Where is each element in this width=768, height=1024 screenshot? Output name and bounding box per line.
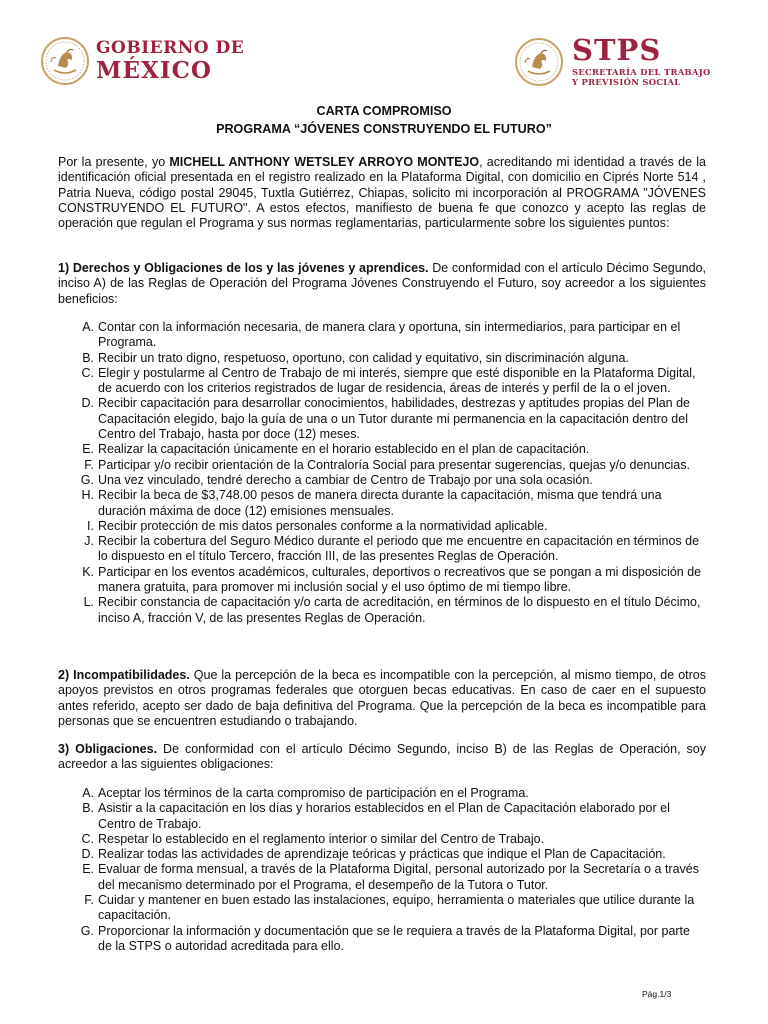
intro-post: , acreditando mi identidad a través de la identificación oficial presentada en el registro realizado en la Plataforma Digital, con domicilio en Ciprés Norte 514 , Patria Nueva, código postal 29045, Tuxtla Gutiérrez, Chiapas, solicito mi incorporación al PROGRAMA "JÓVENES CONSTRUYENDO EL FUTURO". A estos efectos, manifiesto de buena fe que conozco y acepto las reglas de operación que regulan el Programa y sus normas reglamentarias, particularmente sobre los siguientes puntos: [58, 155, 706, 231]
list-item [78, 565, 706, 596]
list-marker: F. [84, 457, 94, 472]
list-item [78, 924, 706, 955]
list-item-text: Evaluar de forma mensual, a través de la Plataforma Digital, personal autorizado por la Secretaría o a través del mecanismo determinado por el Programa, el desempeño de la Tutora o Tutor. [98, 862, 700, 892]
section-3-text: De conformidad con el artículo Décimo Segundo, inciso B) de las Reglas de Operación, soy acreedor a las siguientes obligaciones: [58, 742, 706, 772]
list-marker: B. [82, 350, 94, 365]
list-item [78, 458, 706, 473]
section-1-heading: 1) Derechos y Obligaciones de los y las jóvenes y aprendices. [58, 261, 429, 275]
list-marker: D. [81, 396, 94, 411]
list-marker: A. [82, 320, 94, 334]
list-item [78, 488, 706, 519]
list-marker: G. [80, 923, 94, 938]
list-item-text: Recibir protección de mis datos personales conforme a la normatividad aplicable. [98, 518, 548, 533]
document-title: CARTA COMPROMISO [316, 104, 452, 118]
list-item [78, 351, 706, 366]
section-1-text: De conformidad con el artículo Décimo Segundo, inciso A) de las Reglas de Operación del Programa Jóvenes Construyendo el Futuro, soy acreedor a los siguientes beneficios: [58, 261, 706, 306]
list-item-text: Recibir constancia de capacitación y/o carta de acreditación, en términos de lo dispuesto en el título Décimo, inciso A, fracción V, de las presentes Reglas de Operación. [98, 595, 701, 625]
list-marker: B. [82, 801, 94, 816]
section-2-heading: 2) Incompatibilidades. [58, 668, 190, 682]
list-item [78, 847, 706, 862]
stps-name-line-2: Y PREVISIÓN SOCIAL [572, 76, 681, 87]
list-item [78, 595, 706, 626]
list-item [78, 396, 706, 442]
page-number: Pág.1/3 [642, 989, 672, 999]
section-2-text: Que la percepción de la beca es incompatible con la percepción, al mismo tiempo, de otros apoyos previstos en otros programas federales que otorguen becas educativas. En caso de caer en el supuesto antes referido, acepto ser dado de baja definitiva del Programa. Que la percepción de la beca es incompatible para personas que se encuentren estudiando o trabajando. [58, 668, 706, 728]
list-item [78, 519, 706, 534]
stps-logo [514, 33, 711, 87]
list-marker: E. [82, 862, 94, 877]
list-item-text: Aceptar los términos de la carta compromiso de participación en el Programa. [98, 786, 529, 800]
mexico-eagle-seal-icon [514, 37, 564, 87]
list-item [78, 320, 706, 351]
list-item-text: Recibir la beca de $3,748.00 pesos de manera directa durante la capacitación, misma que tendrá una duración máxima de doce (12) emisiones mensuales. [98, 488, 662, 518]
list-marker: F. [84, 893, 94, 908]
list-item [78, 442, 706, 457]
list-marker: I. [87, 518, 94, 533]
list-item [78, 801, 706, 832]
list-item [78, 893, 706, 924]
section-3-paragraph [58, 742, 706, 773]
list-item-text: Respetar lo establecido en el reglamento interior o similar del Centro de Trabajo. [98, 831, 545, 846]
list-marker: C. [81, 365, 94, 380]
list-item-text: Participar y/o recibir orientación de la Contraloría Social para presentar sugerencias, quejas y/o denuncias. [98, 457, 690, 472]
section-3-heading: 3) Obligaciones. [58, 742, 158, 756]
list-marker: G. [80, 472, 94, 487]
list-marker: C. [81, 831, 94, 846]
section-2-paragraph [58, 668, 706, 729]
logo-line-2: MÉXICO [96, 57, 212, 84]
list-item-text: Proporcionar la información y documentación que se le requiera a través de la Plataforma Digital, por parte de la STPS o autoridad acreditada para ello. [98, 923, 690, 953]
list-item-text: Recibir un trato digno, respetuoso, oportuno, con calidad y equitativo, sin discriminación alguna. [98, 350, 629, 365]
list-item-text: Participar en los eventos académicos, culturales, deportivos o recreativos que se pongan a mi disposición de manera gratuita, para promover mi inclusión social y el uso óptimo de mi tiempo libre. [98, 564, 702, 595]
list-item [78, 832, 706, 847]
list-item [78, 786, 706, 801]
intro-paragraph [58, 155, 706, 231]
list-item-text: Elegir y postularme al Centro de Trabajo de mi interés, siempre que esté disponible en la Plataforma Digital, de acuerdo con los criterios registrados de lugar de residencia, áreas de interés y perfil de la o el joven. [98, 365, 696, 396]
list-item [78, 534, 706, 565]
list-item-text: Recibir la cobertura del Seguro Médico durante el periodo que me encuentre en capacitación en términos de lo dispuesto en el título Tercero, fracción III, de las presentes Reglas de Operación. [98, 534, 700, 564]
list-item-text: Asistir a la capacitación en los días y horarios establecidos en el Plan de Capacitación elaborado por el Centro de Trabajo. [98, 801, 670, 831]
list-item-text: Realizar todas las actividades de aprendizaje teóricas y prácticas que indique el Plan de Capacitación. [98, 847, 666, 862]
list-marker: H. [81, 488, 94, 503]
section-1-paragraph [58, 261, 706, 307]
list-marker: K. [82, 564, 94, 579]
list-item-text: Cuidar y mantener en buen estado las instalaciones, equipo, herramienta o materiales que utilice durante la capacitación. [98, 893, 695, 923]
list-item [78, 862, 706, 893]
mexico-eagle-seal-icon [40, 36, 90, 86]
list-item-text: Contar con la información necesaria, de manera clara y oportuna, sin intermediarios, para participar en el Programa. [98, 320, 681, 350]
list-item [78, 366, 706, 397]
stps-acronym: STPS [572, 33, 662, 67]
list-item-text: Una vez vinculado, tendré derecho a cambiar de Centro de Trabajo por una sola ocasión. [98, 472, 593, 487]
rights-list [78, 320, 706, 626]
gobierno-de-mexico-logo [40, 36, 244, 86]
list-marker: L. [83, 595, 94, 610]
stps-name-line-1: SECRETARÍA DEL TRABAJO [572, 67, 711, 77]
list-item [78, 473, 706, 488]
list-marker: E. [82, 442, 94, 457]
list-marker: J. [84, 534, 94, 549]
list-marker: A. [82, 786, 94, 800]
intro-pre: Por la presente, yo [58, 155, 170, 169]
applicant-name: MICHELL ANTHONY WETSLEY ARROYO MONTEJO [169, 155, 480, 169]
list-item-text: Recibir capacitación para desarrollar conocimientos, habilidades, destrezas y aptitudes propias del Plan de Capacitación elegido, bajo la guía de una o un Tutor durante mi permanencia en la capacitación dentro del Centro del Trabajo, hasta por doce (12) meses. [98, 396, 690, 442]
list-item-text: Realizar la capacitación únicamente en el horario establecido en el plan de capacitación. [98, 442, 590, 457]
program-title: PROGRAMA “JÓVENES CONSTRUYENDO EL FUTURO” [216, 122, 552, 136]
logo-line-1: GOBIERNO DE [96, 38, 245, 58]
list-marker: D. [81, 847, 94, 862]
obligations-list [78, 786, 706, 954]
